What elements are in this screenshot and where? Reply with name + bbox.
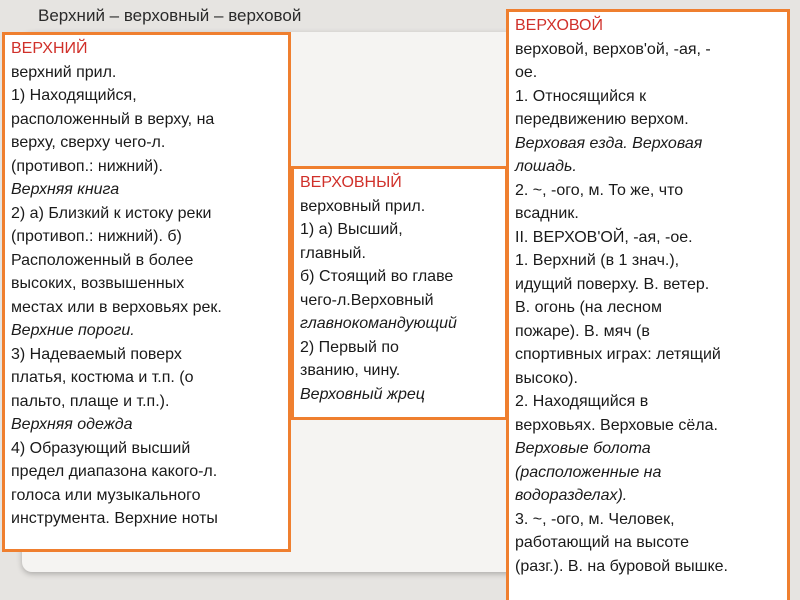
definition-line: голоса или музыкального (11, 486, 201, 504)
definition-line: расположенный в верху, на (11, 110, 215, 128)
definition-line: лошадь. (515, 158, 577, 175)
definition-line: 2. Находящийся в (515, 393, 649, 410)
definition-line: Верховая езда. Верховая (515, 134, 703, 152)
definition-line: чего-л.Верховный (300, 291, 434, 309)
definition-line: пальто, плаще и т.п.). (11, 392, 170, 410)
definition-line: Верхние пороги. (11, 322, 135, 339)
definition-line: идущий поверху. В. ветер. (515, 275, 710, 293)
definition-line: водоразделах). (515, 487, 628, 504)
definition-line: ое. (515, 64, 538, 81)
definition-line: верху, сверху чего-л. (11, 134, 166, 151)
card-verkhovoy (506, 9, 790, 600)
definition-line: работающий на высоте (515, 534, 689, 551)
definition-line: высоких, возвышенных (11, 275, 185, 292)
definition-line: званию, чину. (300, 362, 401, 379)
definition-line: спортивных играх: летящий (515, 346, 721, 363)
definition-line: главнокомандующий (300, 315, 457, 332)
definition-line: платья, костюма и т.п. (о (11, 369, 194, 386)
definition-line: главный. (300, 244, 366, 262)
definition-line: передвижению верхом. (515, 111, 689, 128)
definition-line: верховой, верхов'ой, -ая, - (515, 40, 711, 58)
definition-line: верховьях. Верховые сёла. (515, 416, 718, 434)
definition-line: предел диапазона какого-л. (11, 463, 218, 480)
definition-line: (противоп.: нижний). (11, 157, 163, 175)
definition-line: верховный прил. (300, 197, 426, 215)
definition-line: Верховный жрец (300, 385, 425, 403)
card-heading: ВЕРХНИЙ (11, 40, 88, 57)
definition-line: Верхняя книга (11, 181, 120, 198)
definition-line: (противоп.: нижний). б) (11, 228, 182, 245)
definition-line: 3. ~, -ого, м. Человек, (515, 510, 675, 528)
definition-line: (расположенные на (515, 463, 662, 481)
card-heading: ВЕРХОВНЫЙ (300, 174, 402, 191)
definition-line: II. ВЕРХОВ'ОЙ, -ая, -ое. (515, 228, 693, 246)
definition-line: 1) а) Высший, (300, 221, 403, 238)
definition-line: 1. Верхний (в 1 знач.), (515, 252, 680, 269)
definition-line: инструмента. Верхние ноты (11, 510, 218, 527)
definition-line: В. огонь (на лесном (515, 299, 662, 316)
card-verkhniy (2, 32, 291, 552)
definition-line: б) Стоящий во главе (300, 268, 454, 285)
card-verkhovnyy (291, 166, 508, 420)
definition-line: 1. Относящийся к (515, 87, 647, 105)
definition-line: местах или в верховьях рек. (11, 298, 222, 316)
definition-line: (разг.). В. на буровой вышке. (515, 557, 728, 575)
definition-line: 2) а) Близкий к истоку реки (11, 204, 212, 222)
definition-line: 4) Образующий высший (11, 439, 191, 457)
definition-line: всадник. (515, 205, 579, 222)
definition-line: Верхняя одежда (11, 416, 133, 433)
definition-line: Расположенный в более (11, 251, 194, 269)
definition-line: 2) Первый по (300, 338, 399, 356)
definition-line: Верховые болота (515, 440, 651, 457)
definition-line: 1) Находящийся, (11, 87, 137, 104)
slide-title: Верхний – верховный – верховой (38, 6, 302, 25)
card-heading: ВЕРХОВОЙ (515, 17, 603, 34)
definition-line: пожаре). В. мяч (в (515, 322, 650, 340)
definition-line: высоко). (515, 369, 578, 387)
definition-line: 3) Надеваемый поверх (11, 345, 182, 363)
definition-line: верхний прил. (11, 63, 117, 81)
definition-line: 2. ~, -ого, м. То же, что (515, 181, 684, 199)
